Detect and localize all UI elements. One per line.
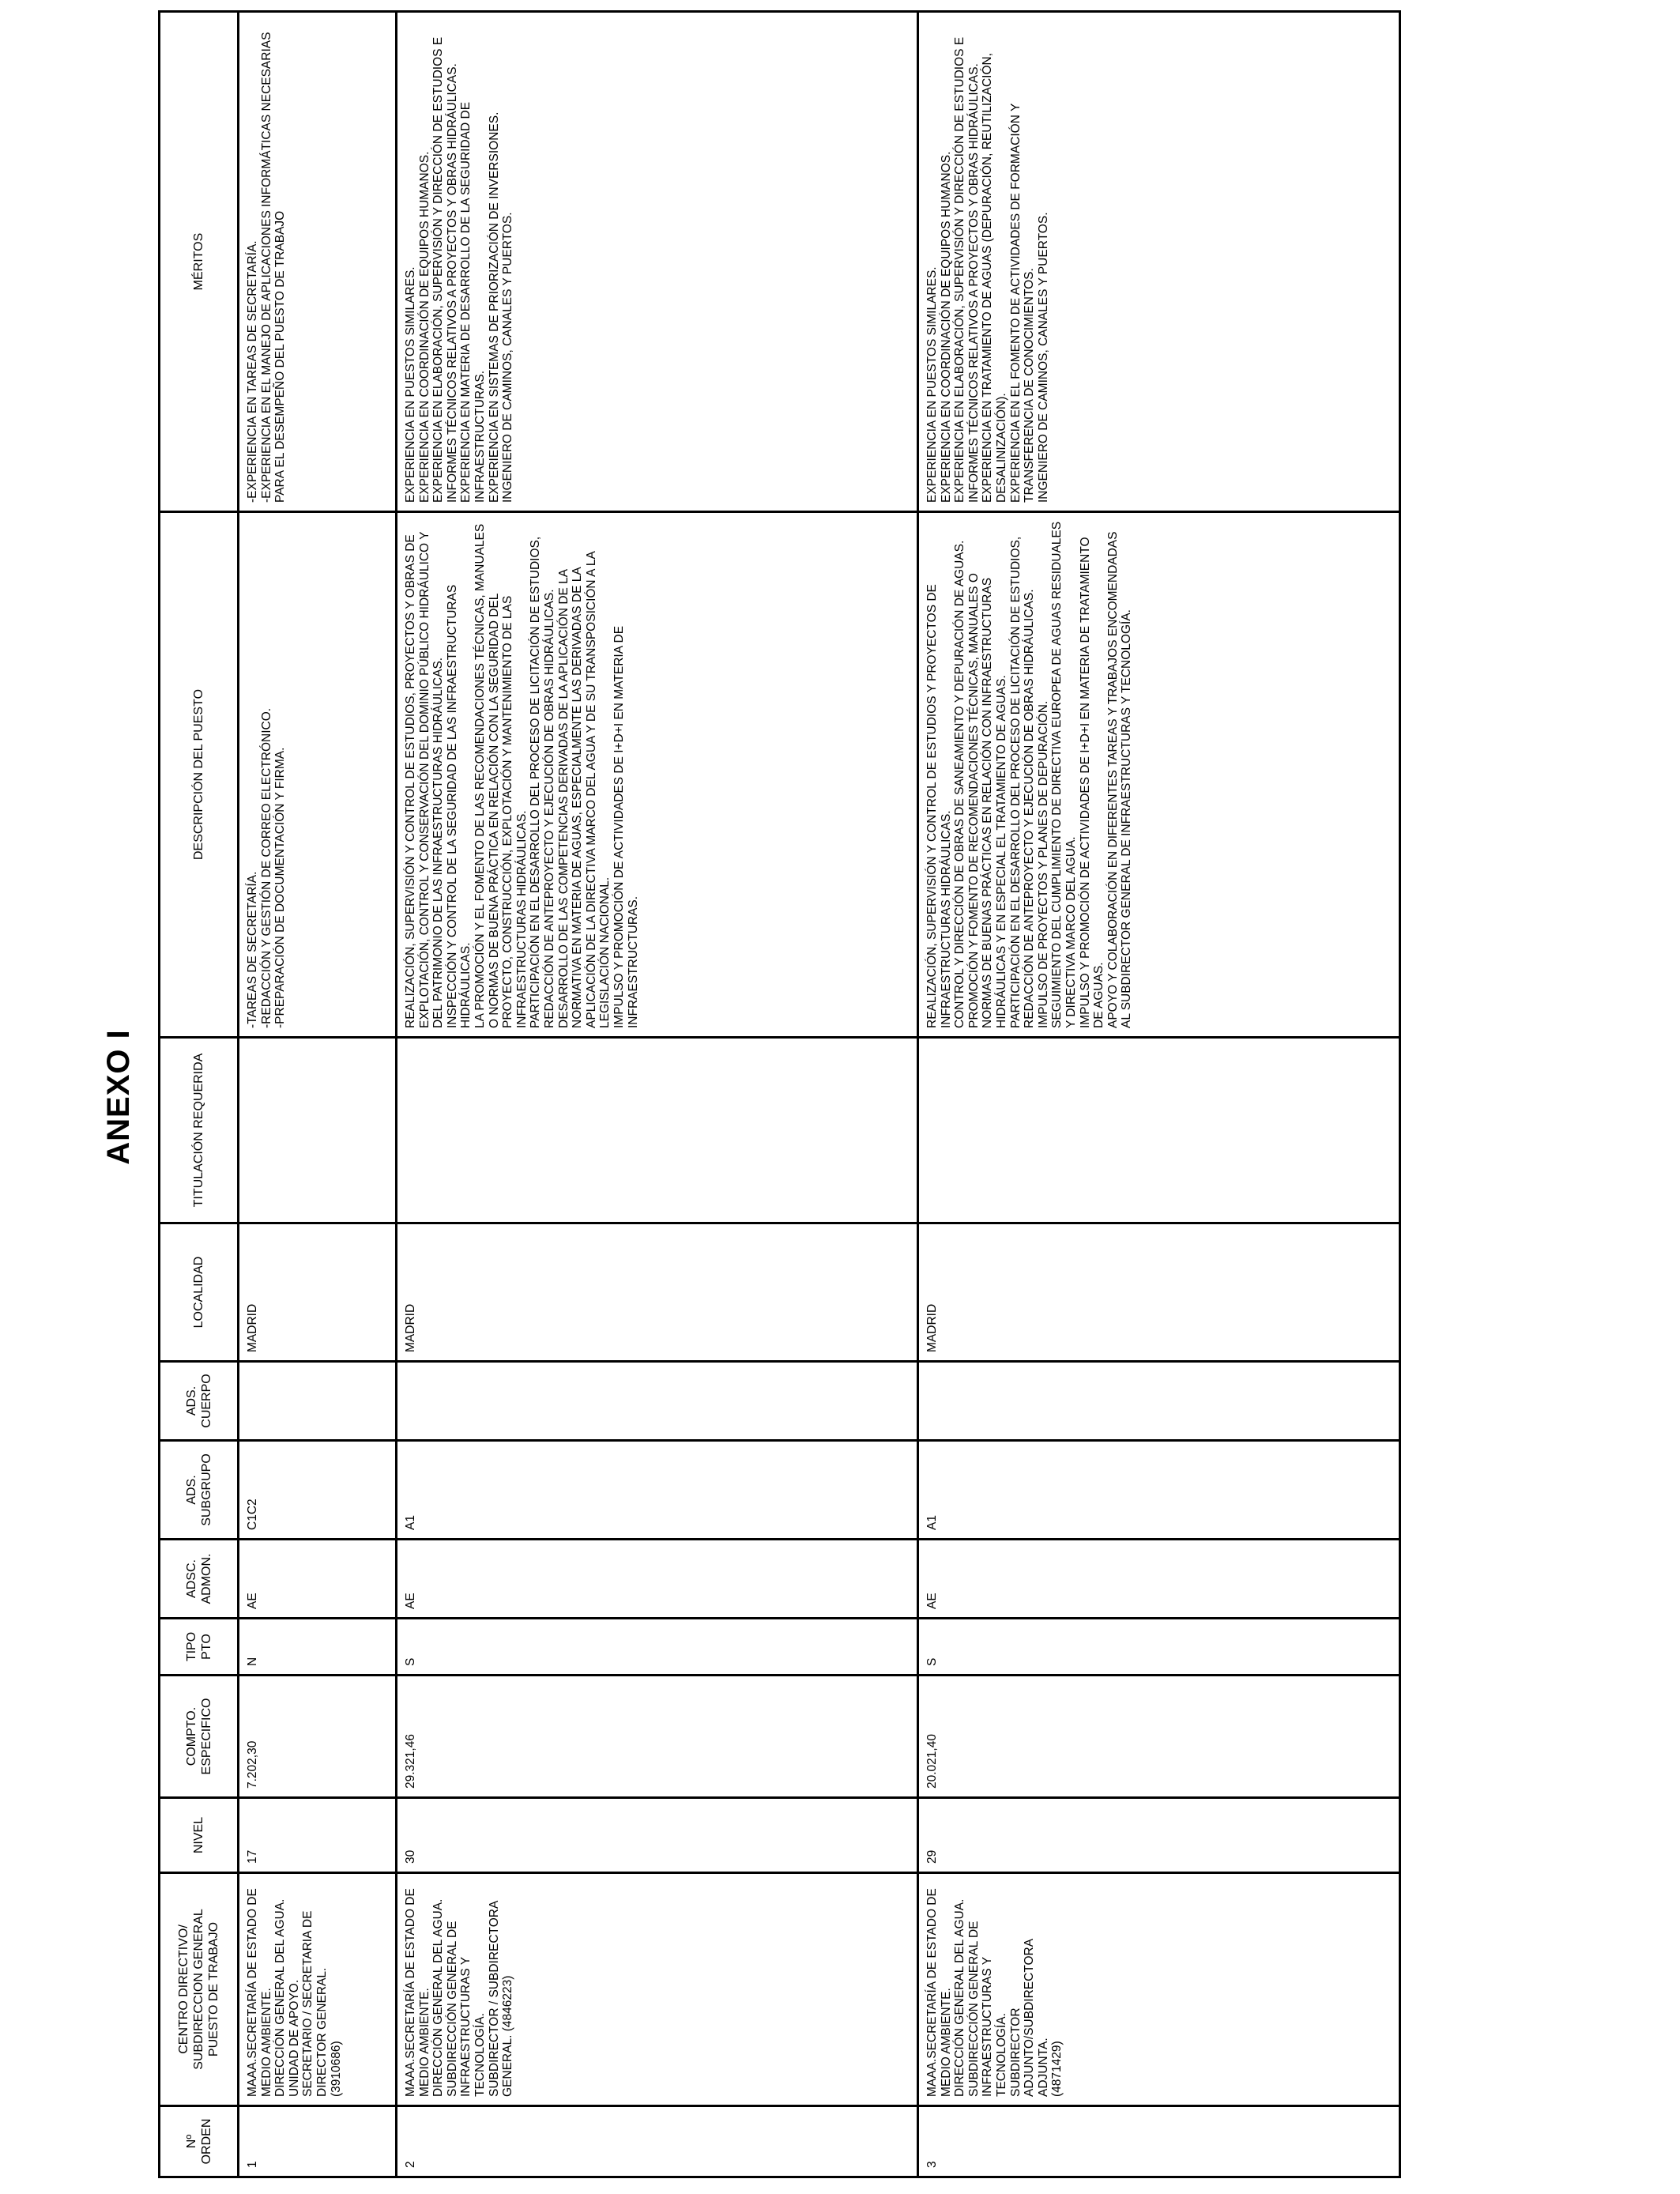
cell-cuerpo xyxy=(918,1362,1400,1441)
header-descripcion: DESCRIPCIÓN DEL PUESTO xyxy=(160,512,239,1038)
header-row xyxy=(160,12,239,2177)
header-admon: ADSC. ADMON. xyxy=(160,1540,239,1619)
cell-compto: 7.202,30 xyxy=(239,1676,397,1798)
cell-compto: 29.321,46 xyxy=(397,1676,918,1798)
cell-nivel: 29 xyxy=(918,1798,1400,1873)
cell-meritos: EXPERIENCIA EN PUESTOS SIMILARES. EXPERIENCIA EN COORDINACIÓN DE EQUIPOS HUMANOS. EXPERIENCIA EN ELABORACIÓN, SUPERVISIÓN Y DIRECCIÓN DE ESTUDIOS E INFORMES TÉCNICOS RELATIVOS A PROYECTOS Y OBRAS HIDRÁULICAS. EXPERIENCIA EN MATERIA DE DESARROLLO DE LA SEGURIDAD DE INFRAESTRUCTURAS. EXPERIENCIA EN SISTEMAS DE PRIORIZACIÓN DE INVERSIONES. INGENIERO DE CAMINOS, CANALES Y PUERTOS. xyxy=(397,12,918,512)
cell-admon: AE xyxy=(918,1540,1400,1619)
table-row xyxy=(239,12,397,2177)
header-meritos: MÉRITOS xyxy=(160,12,239,512)
cell-tipo: N xyxy=(239,1619,397,1676)
header-cuerpo: ADS. CUERPO xyxy=(160,1362,239,1441)
header-subgrupo: ADS. SUBGRUPO xyxy=(160,1441,239,1540)
cell-centro: MAAA.SECRETARÍA DE ESTADO DE MEDIO AMBIENTE. DIRECCIÓN GENERAL DEL AGUA. SUBDIRECCIÓN GENERAL DE INFRAESTRUCTURAS Y TECNOLOGÍA. SUBDIRECTOR / SUBDIRECTORA GENERAL. (4846223) xyxy=(397,1873,918,2106)
cell-orden: 3 xyxy=(918,2106,1400,2177)
header-titulacion: TITULACIÓN REQUERIDA xyxy=(160,1038,239,1223)
cell-orden: 1 xyxy=(239,2106,397,2177)
cell-nivel: 30 xyxy=(397,1798,918,1873)
header-orden: Nº ORDEN xyxy=(160,2106,239,2177)
cell-subgrupo: A1 xyxy=(397,1441,918,1540)
cell-centro: MAAA.SECRETARÍA DE ESTADO DE MEDIO AMBIENTE. DIRECCIÓN GENERAL DEL AGUA. UNIDAD DE APOYO. SECRETARIO / SECRETARIA DE DIRECTOR GENERAL. (3910686) xyxy=(239,1873,397,2106)
cell-meritos: EXPERIENCIA EN PUESTOS SIMILARES. EXPERIENCIA EN COORDINACIÓN DE EQUIPOS HUMANOS. EXPERIENCIA EN ELABORACIÓN, SUPERVISIÓN Y DIRECCIÓN DE ESTUDIOS E INFORMES TÉCNICOS RELATIVOS A PROYECTOS Y OBRAS HIDRÁULICAS. EXPERIENCIA EN TRATAMIENTO DE AGUAS (DEPURACIÓN, REUTILIZACIÓN, DESALINIZACIÓN). EXPERIENCIA EN EL FOMENTO DE ACTIVIDADES DE FORMACIÓN Y TRANSFERENCIA DE CONOCIMIENTOS. INGENIERO DE CAMINOS, CANALES Y PUERTOS. xyxy=(918,12,1400,512)
cell-localidad: MADRID xyxy=(239,1223,397,1362)
cell-descripcion: REALIZACIÓN, SUPERVISIÓN Y CONTROL DE ESTUDIOS Y PROYECTOS DE INFRAESTRUCTURAS HIDRÁULICAS. CONTROL Y DIRECCIÓN DE OBRAS DE SANEAMIENTO Y DEPURACIÓN DE AGUAS. PROMOCIÓN Y FOMENTO DE RECOMENDACIONES TÉCNICAS, MANUALES O NORMAS DE BUENAS PRÁCTICAS EN RELACIÓN CON INFRAESTRUCTURAS HIDRÁULICAS Y EN ESPECIAL EL TRATAMIENTO DE AGUAS. PARTICIPACIÓN EN EL DESARROLLO DEL PROCESO DE LICITACIÓN DE ESTUDIOS, REDACCIÓN DE ANTEPROYECTO Y EJECUCIÓN DE OBRAS HIDRÁULICAS. IMPULSO DE PROYECTOS Y PLANES DE DEPURACIÓN. SEGUIMIENTO DEL CUMPLIMIENTO DE DIRECTIVA EUROPEA DE AGUAS RESIDUALES Y DIRECTIVA MARCO DEL AGUA. IMPULSO Y PROMOCIÓN DE ACTIVIDADES DE I+D+I EN MATERIA DE TRATAMIENTO DE AGUAS. APOYO Y COLABORACIÓN EN DIFERENTES TAREAS Y TRABAJOS ENCOMENDADAS AL SUBDIRECTOR GENERAL DE INFRAESTRUCTURAS Y TECNOLOGÍA. xyxy=(918,512,1400,1038)
header-centro: CENTRO DIRECTIVO/ SUBDIRECCION GENERAL PUESTO DE TRABAJO xyxy=(160,1873,239,2106)
cell-titulacion xyxy=(239,1038,397,1223)
table-row xyxy=(918,12,1400,2177)
cell-localidad: MADRID xyxy=(397,1223,918,1362)
cell-meritos: -EXPERIENCIA EN TAREAS DE SECRETARÍA. -EXPERIENCIA EN EL MANEJO DE APLICACIONES INFORMÁTICAS NECESARIAS PARA EL DESEMPEÑO DEL PUESTO DE TRABAJO xyxy=(239,12,397,512)
cell-subgrupo: C1C2 xyxy=(239,1441,397,1540)
cell-subgrupo: A1 xyxy=(918,1441,1400,1540)
header-tipo: TIPO PTO xyxy=(160,1619,239,1676)
cell-nivel: 17 xyxy=(239,1798,397,1873)
cell-descripcion: -TAREAS DE SECRETARÍA. -REDACCIÓN Y GESTIÓN DE CORREO ELECTRÓNICO. -PREPARACIÓN DE DOCUMENTACIÓN Y FIRMA. xyxy=(239,512,397,1038)
cell-cuerpo xyxy=(239,1362,397,1441)
cell-tipo: S xyxy=(918,1619,1400,1676)
cell-titulacion xyxy=(918,1038,1400,1223)
cell-admon: AE xyxy=(239,1540,397,1619)
cell-titulacion xyxy=(397,1038,918,1223)
cell-orden: 2 xyxy=(397,2106,918,2177)
table-row xyxy=(397,12,918,2177)
cell-compto: 20.021,40 xyxy=(918,1676,1400,1798)
cell-admon: AE xyxy=(397,1540,918,1619)
cell-tipo: S xyxy=(397,1619,918,1676)
cell-descripcion: REALIZACIÓN, SUPERVISIÓN Y CONTROL DE ESTUDIOS, PROYECTOS Y OBRAS DE EXPLOTACIÓN, CONTROL Y CONSERVACIÓN DEL DOMINIO PÚBLICO HIDRÁULICO Y DEL PATRIMONIO DE LAS INFRAESTRUCTURAS HIDRÁULICAS. INSPECCIÓN Y CONTROL DE LA SEGURIDAD DE LAS INFRAESTRUCTURAS HIDRÁULICAS. LA PROMOCIÓN Y EL FOMENTO DE LAS RECOMENDACIONES TÉCNICAS, MANUALES O NORMAS DE BUENA PRÁCTICA EN RELACIÓN CON LA SEGURIDAD DEL PROYECTO, CONSTRUCCIÓN, EXPLOTACIÓN Y MANTENIMIENTO DE LAS INFRAESTRUCTURAS HIDRÁULICAS. PARTICIPACIÓN EN EL DESARROLLO DEL PROCESO DE LICITACIÓN DE ESTUDIOS, REDACCIÓN DE ANTEPROYECTO Y EJECUCIÓN DE OBRAS HIDRÁULICAS. DESARROLLO DE LAS COMPETENCIAS DERIVADAS DE LA APLICACIÓN DE LA NORMATIVA EN MATERIA DE AGUAS, ESPECIALMENTE LAS DERIVADAS DE LA APLICACIÓN DE LA DIRECTIVA MARCO DEL AGUA Y DE SU TRANSPOSICIÓN A LA LEGISLACIÓN NACIONAL. IMPULSO Y PROMOCIÓN DE ACTIVIDADES DE I+D+I EN MATERIA DE INFRAESTRUCTURAS. xyxy=(397,512,918,1038)
header-localidad: LOCALIDAD xyxy=(160,1223,239,1362)
positions-table xyxy=(158,10,1401,2178)
header-nivel: NIVEL xyxy=(160,1798,239,1873)
page-title: ANEXO I xyxy=(101,1029,136,1165)
header-compto: COMPTO. ESPECIFICO xyxy=(160,1676,239,1798)
cell-cuerpo xyxy=(397,1362,918,1441)
cell-centro: MAAA.SECRETARÍA DE ESTADO DE MEDIO AMBIENTE. DIRECCIÓN GENERAL DEL AGUA. SUBDIRECCIÓN GENERAL DE INFRAESTRUCTURAS Y TECNOLOGÍA. SUBDIRECTOR ADJUNTO/SUBDIRECTORA ADJUNTA. (4871429) xyxy=(918,1873,1400,2106)
cell-localidad: MADRID xyxy=(918,1223,1400,1362)
